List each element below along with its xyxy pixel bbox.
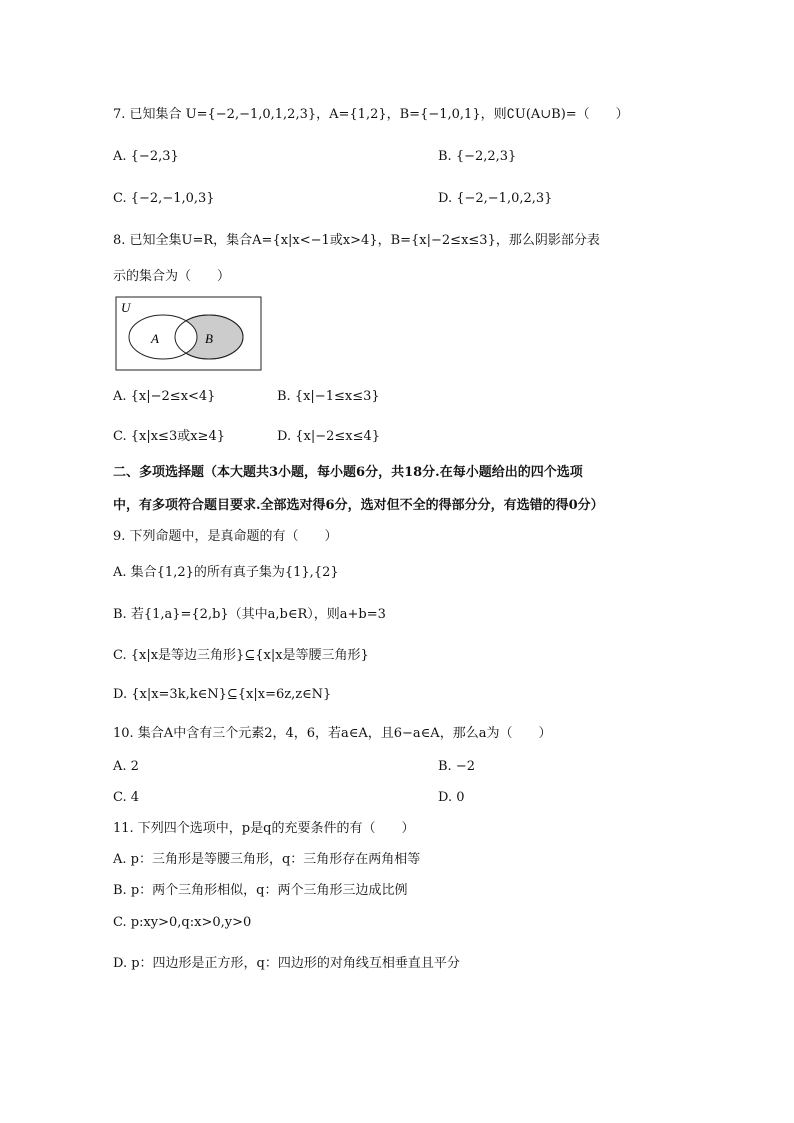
venn-label-u: U (121, 300, 131, 315)
q10-option-c: C. 4 (113, 790, 140, 805)
q8-option-c: C. {x|x≤3或x≥4} (113, 429, 225, 444)
venn-label-b: B (205, 331, 213, 346)
section2-line2: 中，有多项符合题目要求.全部选对得6分，选对但不全的得部分分，有选错的得0分） (113, 498, 604, 513)
q11-option-c: C. p:xy>0,q:x>0,y>0 (113, 915, 252, 930)
q8-option-d: D. {x|−2≤x≤4} (277, 429, 381, 444)
q7-option-a: A. {−2,3} (113, 149, 179, 164)
q10-stem: 10. 集合A中含有三个元素2，4，6，若a∈A，且6−a∈A，那么a为（ ） (113, 726, 552, 741)
q8-option-b: B. {x|−1≤x≤3} (277, 389, 380, 404)
q10-option-a: A. 2 (113, 759, 139, 774)
venn-diagram (115, 296, 263, 372)
q7-option-d: D. {−2,−1,0,2,3} (438, 191, 553, 206)
q10-option-d: D. 0 (438, 790, 465, 805)
q11-option-b: B. p：两个三角形相似，q：两个三角形三边成比例 (113, 883, 408, 898)
q8-stem-line2: 示的集合为（ ） (113, 269, 231, 284)
q11-stem: 11. 下列四个选项中，p是q的充要条件的有（ ） (113, 821, 415, 836)
venn-label-a: A (151, 331, 159, 346)
q9-option-d: D. {x|x=3k,k∈N}⊆{x|x=6z,z∈N} (113, 687, 332, 702)
q11-option-d: D. p：四边形是正方形，q：四边形的对角线互相垂直且平分 (113, 956, 460, 971)
q8-stem-line1: 8. 已知全集U=R，集合A={x|x<−1或x>4}，B={x|−2≤x≤3}，那么阴影部分表 (113, 233, 600, 248)
q9-stem: 9. 下列命题中，是真命题的有（ ） (113, 529, 338, 544)
q9-option-c: C. {x|x是等边三角形}⊆{x|x是等腰三角形} (113, 648, 369, 663)
q9-option-a: A. 集合{1,2}的所有真子集为{1},{2} (113, 565, 339, 580)
q7-option-b: B. {−2,2,3} (438, 149, 517, 164)
q10-option-b: B. −2 (438, 759, 475, 774)
q7-stem: 7. 已知集合 U={−2,−1,0,1,2,3}，A={1,2}，B={−1,0,1}，则∁U(A∪B)=（ ） (113, 107, 629, 122)
section2-line1: 二、多项选择题（本大题共3小题，每小题6分，共18分.在每小题给出的四个选项 (113, 465, 583, 480)
q7-option-c: C. {−2,−1,0,3} (113, 191, 215, 206)
q8-option-a: A. {x|−2≤x<4} (113, 389, 216, 404)
venn-set-a-circle (129, 315, 197, 359)
q11-option-a: A. p：三角形是等腰三角形，q：三角形存在两角相等 (113, 852, 421, 867)
q9-option-b: B. 若{1,a}={2,b}（其中a,b∈R），则a+b=3 (113, 607, 386, 622)
